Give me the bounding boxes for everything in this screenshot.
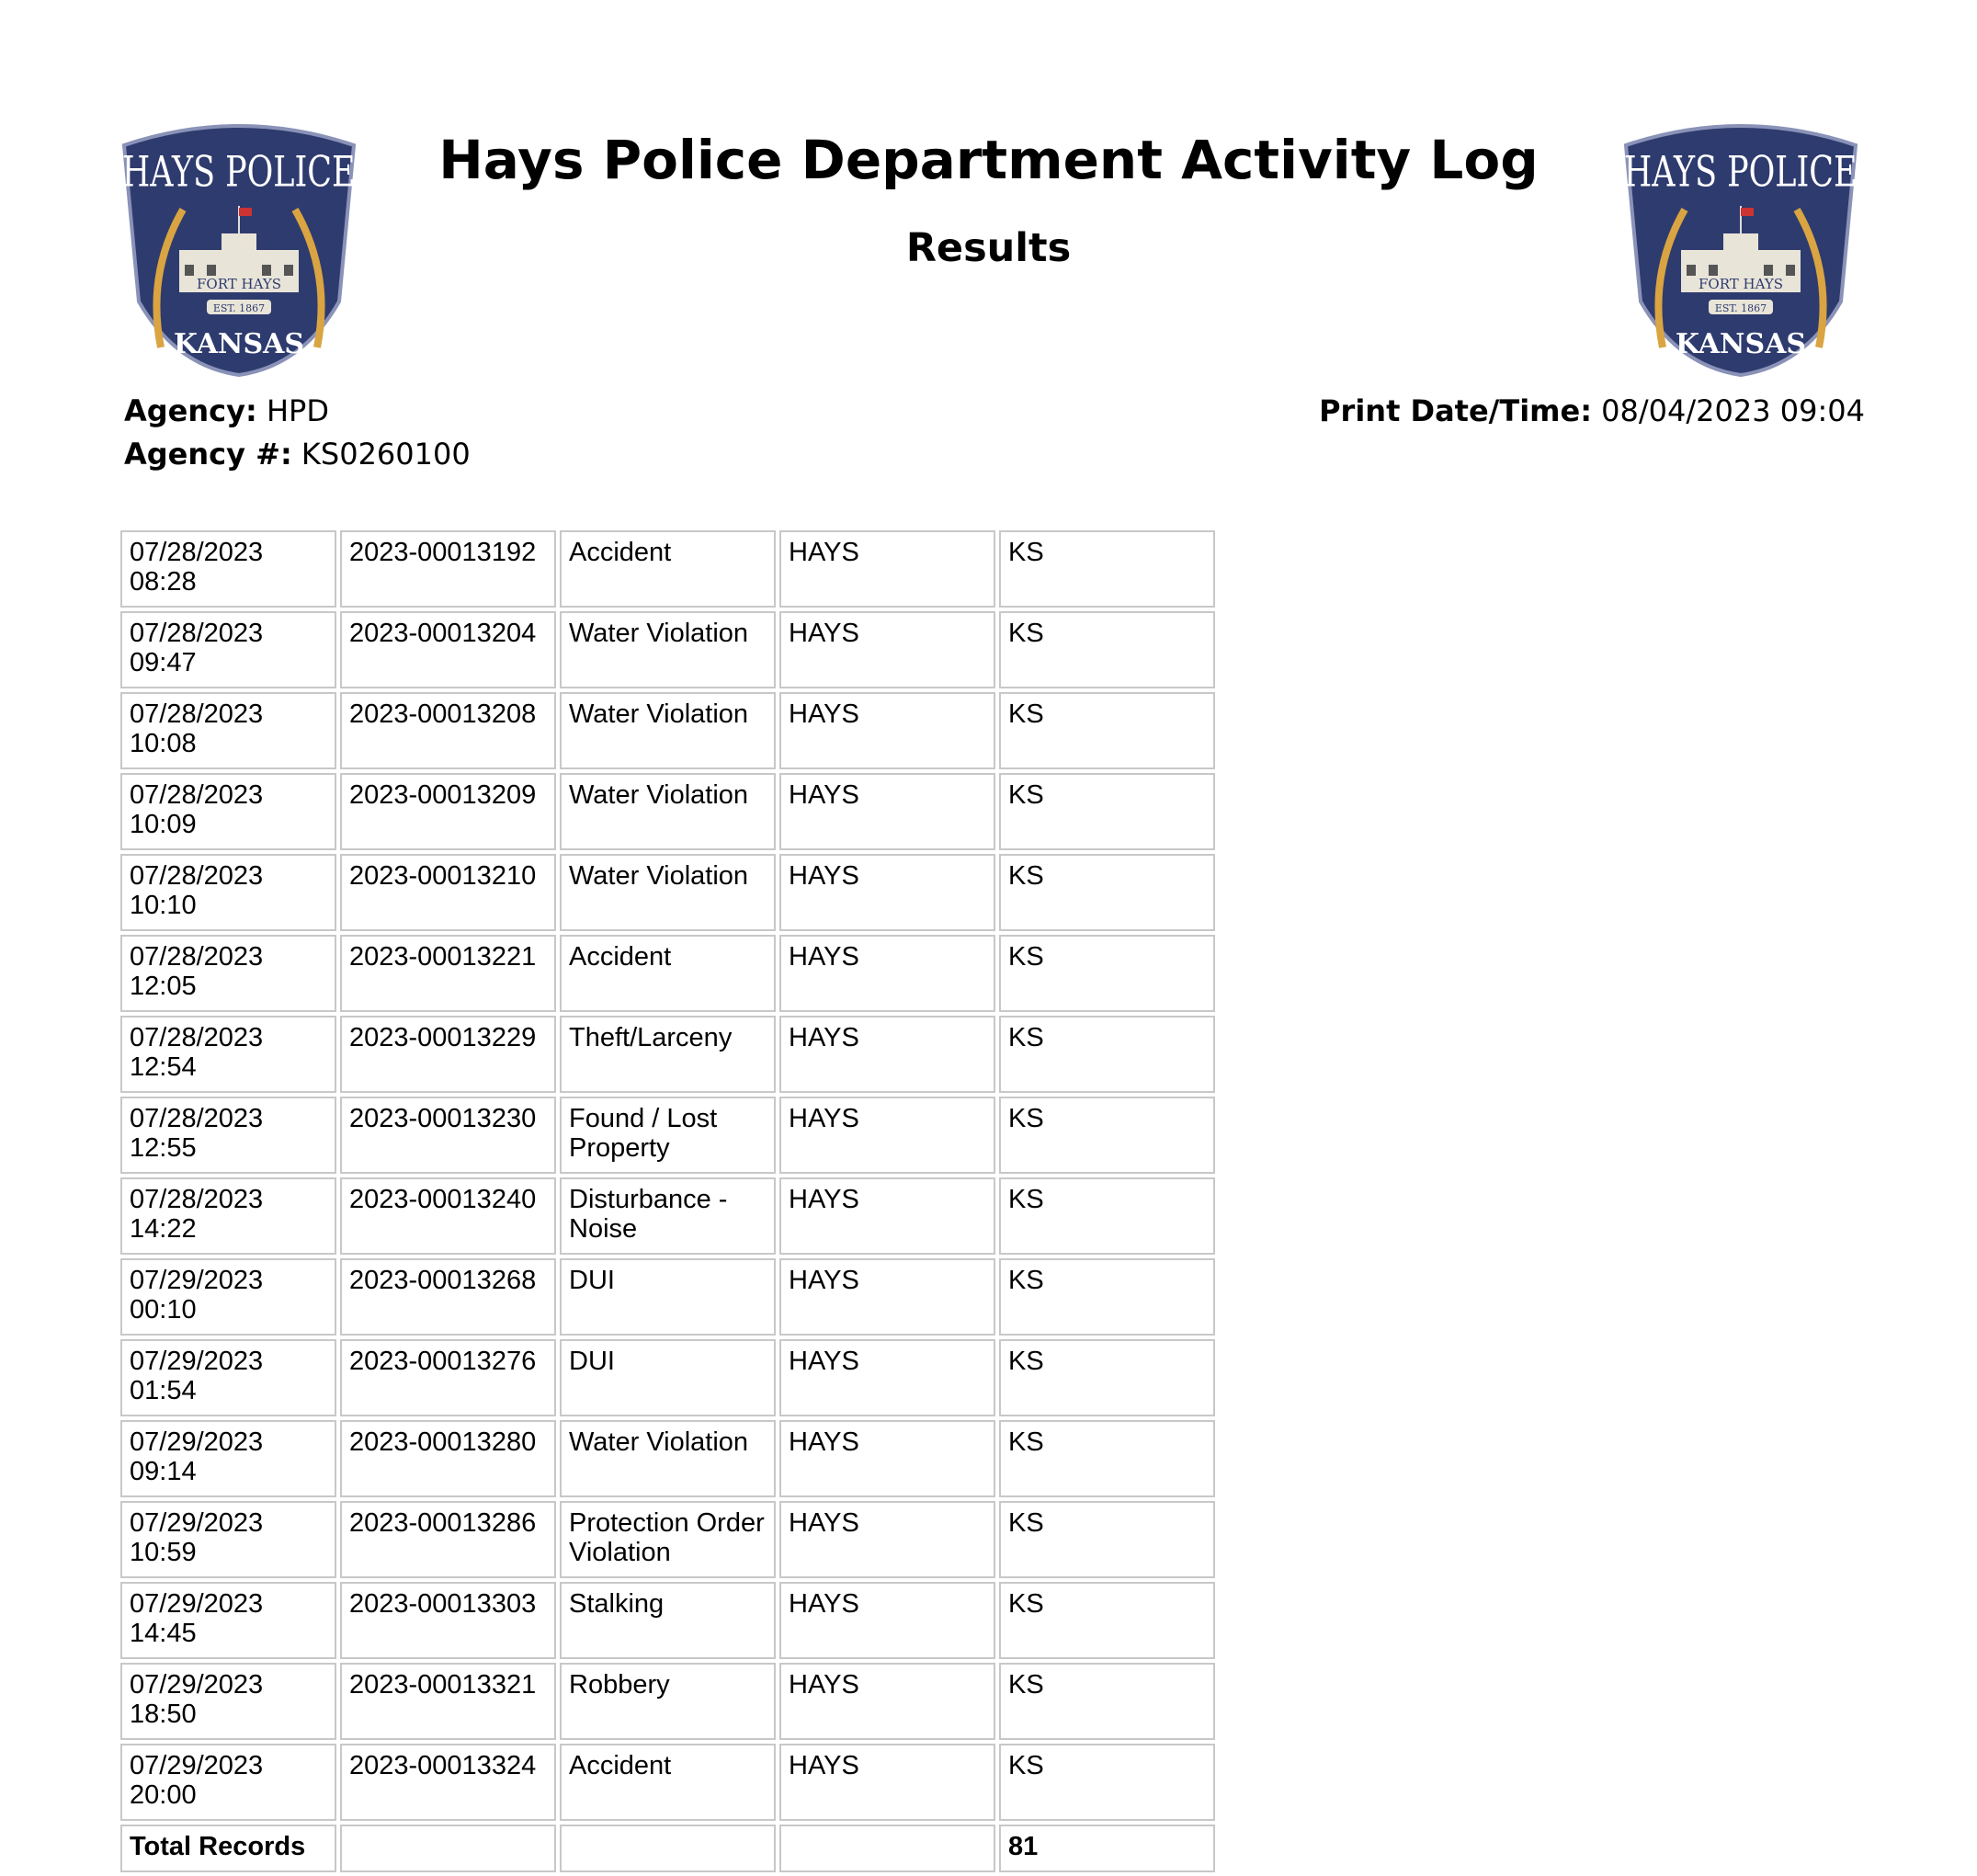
cell-activity-type: Theft/Larceny	[560, 1016, 776, 1093]
activity-table	[117, 527, 1219, 1876]
cell-activity-type: Accident	[560, 935, 776, 1012]
cell-state: KS	[999, 1339, 1215, 1416]
cell-datetime: 07/29/2023 01:54	[120, 1339, 336, 1416]
print-datetime-label: Print Date/Time:	[1319, 393, 1592, 428]
cell-activity-type: Water Violation	[560, 854, 776, 931]
agency-number-value: KS0260100	[301, 437, 471, 472]
cell-datetime: 07/28/2023 14:22	[120, 1177, 336, 1255]
cell-activity-type: Water Violation	[560, 611, 776, 688]
cell-state: KS	[999, 1744, 1215, 1821]
cell-city: HAYS	[779, 1258, 995, 1336]
table-row	[120, 1097, 1215, 1174]
cell-activity-type: Accident	[560, 530, 776, 608]
cell-city: HAYS	[779, 1663, 995, 1740]
cell-activity-type: Found / Lost Property	[560, 1097, 776, 1174]
badge-est-text: EST. 1867	[212, 302, 266, 314]
print-datetime-line	[1319, 393, 1865, 428]
cell-activity-type: Water Violation	[560, 1420, 776, 1497]
cell-state: KS	[999, 530, 1215, 608]
cell-datetime: 07/29/2023 18:50	[120, 1663, 336, 1740]
print-datetime-value: 08/04/2023 09:04	[1601, 393, 1865, 428]
cell-case-number: 2023-00013303	[340, 1582, 556, 1659]
cell-datetime: 07/28/2023 09:47	[120, 611, 336, 688]
cell-activity-type: DUI	[560, 1258, 776, 1336]
cell-datetime: 07/28/2023 10:08	[120, 692, 336, 769]
table-row	[120, 935, 1215, 1012]
cell-city: HAYS	[779, 773, 995, 850]
cell-city: HAYS	[779, 1177, 995, 1255]
cell-activity-type: Water Violation	[560, 692, 776, 769]
badge-center-text: FORT HAYS	[197, 276, 281, 292]
agency-value: HPD	[266, 393, 329, 428]
table-row	[120, 611, 1215, 688]
cell-datetime: 07/29/2023 10:59	[120, 1501, 336, 1578]
cell-city: HAYS	[779, 692, 995, 769]
table-row	[120, 1016, 1215, 1093]
cell-state: KS	[999, 935, 1215, 1012]
cell-state: KS	[999, 1663, 1215, 1740]
cell-case-number: 2023-00013209	[340, 773, 556, 850]
cell-city: HAYS	[779, 1339, 995, 1416]
badge-bottom-text: KANSAS	[173, 328, 305, 360]
total-records-label: Total Records	[120, 1825, 336, 1872]
cell-state: KS	[999, 1258, 1215, 1336]
table-row	[120, 854, 1215, 931]
cell-city: HAYS	[779, 1582, 995, 1659]
cell-state: KS	[999, 1097, 1215, 1174]
cell-datetime: 07/29/2023 20:00	[120, 1744, 336, 1821]
page-title: Hays Police Department Activity Log	[438, 129, 1539, 191]
cell-state: KS	[999, 1177, 1215, 1255]
cell-state: KS	[999, 1501, 1215, 1578]
cell-case-number: 2023-00013210	[340, 854, 556, 931]
cell-case-number: 2023-00013268	[340, 1258, 556, 1336]
badge-top-text: HAYS POLICE	[1623, 146, 1858, 197]
cell-datetime: 07/28/2023 12:05	[120, 935, 336, 1012]
badge-bottom-text: KANSAS	[1675, 328, 1807, 360]
cell-case-number: 2023-00013229	[340, 1016, 556, 1093]
cell-city: HAYS	[779, 1501, 995, 1578]
cell-datetime: 07/28/2023 08:28	[120, 530, 336, 608]
cell-city: HAYS	[779, 1016, 995, 1093]
table-row	[120, 1744, 1215, 1821]
empty-cell	[560, 1825, 776, 1872]
activity-table-body	[120, 530, 1215, 1872]
cell-case-number: 2023-00013221	[340, 935, 556, 1012]
cell-case-number: 2023-00013240	[340, 1177, 556, 1255]
cell-state: KS	[999, 1016, 1215, 1093]
table-row	[120, 1501, 1215, 1578]
cell-datetime: 07/29/2023 00:10	[120, 1258, 336, 1336]
cell-city: HAYS	[779, 611, 995, 688]
page-subtitle: Results	[905, 225, 1072, 271]
cell-activity-type: Stalking	[560, 1582, 776, 1659]
cell-datetime: 07/28/2023 12:55	[120, 1097, 336, 1174]
cell-case-number: 2023-00013324	[340, 1744, 556, 1821]
cell-datetime: 07/29/2023 14:45	[120, 1582, 336, 1659]
cell-case-number: 2023-00013286	[340, 1501, 556, 1578]
cell-state: KS	[999, 854, 1215, 931]
cell-case-number: 2023-00013230	[340, 1097, 556, 1174]
badge-est-text: EST. 1867	[1714, 302, 1767, 314]
agency-number-label: Agency #:	[124, 437, 292, 472]
empty-cell	[779, 1825, 995, 1872]
cell-datetime: 07/29/2023 09:14	[120, 1420, 336, 1497]
cell-city: HAYS	[779, 1420, 995, 1497]
cell-activity-type: Water Violation	[560, 773, 776, 850]
agency-number-line	[124, 437, 471, 472]
cell-case-number: 2023-00013192	[340, 530, 556, 608]
agency-label: Agency:	[124, 393, 257, 428]
cell-datetime: 07/28/2023 12:54	[120, 1016, 336, 1093]
empty-cell	[340, 1825, 556, 1872]
table-row	[120, 1339, 1215, 1416]
total-records-value: 81	[999, 1825, 1215, 1872]
total-records-row	[120, 1825, 1215, 1872]
cell-state: KS	[999, 1420, 1215, 1497]
table-row	[120, 773, 1215, 850]
cell-activity-type: Disturbance - Noise	[560, 1177, 776, 1255]
table-row	[120, 692, 1215, 769]
cell-state: KS	[999, 611, 1215, 688]
cell-case-number: 2023-00013280	[340, 1420, 556, 1497]
table-row	[120, 1258, 1215, 1336]
cell-state: KS	[999, 1582, 1215, 1659]
cell-state: KS	[999, 692, 1215, 769]
cell-datetime: 07/28/2023 10:09	[120, 773, 336, 850]
cell-city: HAYS	[779, 1744, 995, 1821]
cell-activity-type: Protection Order Violation	[560, 1501, 776, 1578]
table-row	[120, 530, 1215, 608]
cell-state: KS	[999, 773, 1215, 850]
cell-case-number: 2023-00013204	[340, 611, 556, 688]
table-row	[120, 1663, 1215, 1740]
table-row	[120, 1582, 1215, 1659]
cell-datetime: 07/28/2023 10:10	[120, 854, 336, 931]
cell-case-number: 2023-00013208	[340, 692, 556, 769]
table-row	[120, 1420, 1215, 1497]
agency-line	[124, 393, 329, 428]
cell-case-number: 2023-00013321	[340, 1663, 556, 1740]
badge-center-text: FORT HAYS	[1699, 276, 1783, 292]
cell-city: HAYS	[779, 1097, 995, 1174]
cell-activity-type: Robbery	[560, 1663, 776, 1740]
cell-city: HAYS	[779, 854, 995, 931]
cell-case-number: 2023-00013276	[340, 1339, 556, 1416]
badge-top-text: HAYS POLICE	[121, 146, 356, 197]
cell-city: HAYS	[779, 530, 995, 608]
cell-activity-type: Accident	[560, 1744, 776, 1821]
cell-activity-type: DUI	[560, 1339, 776, 1416]
table-row	[120, 1177, 1215, 1255]
cell-city: HAYS	[779, 935, 995, 1012]
